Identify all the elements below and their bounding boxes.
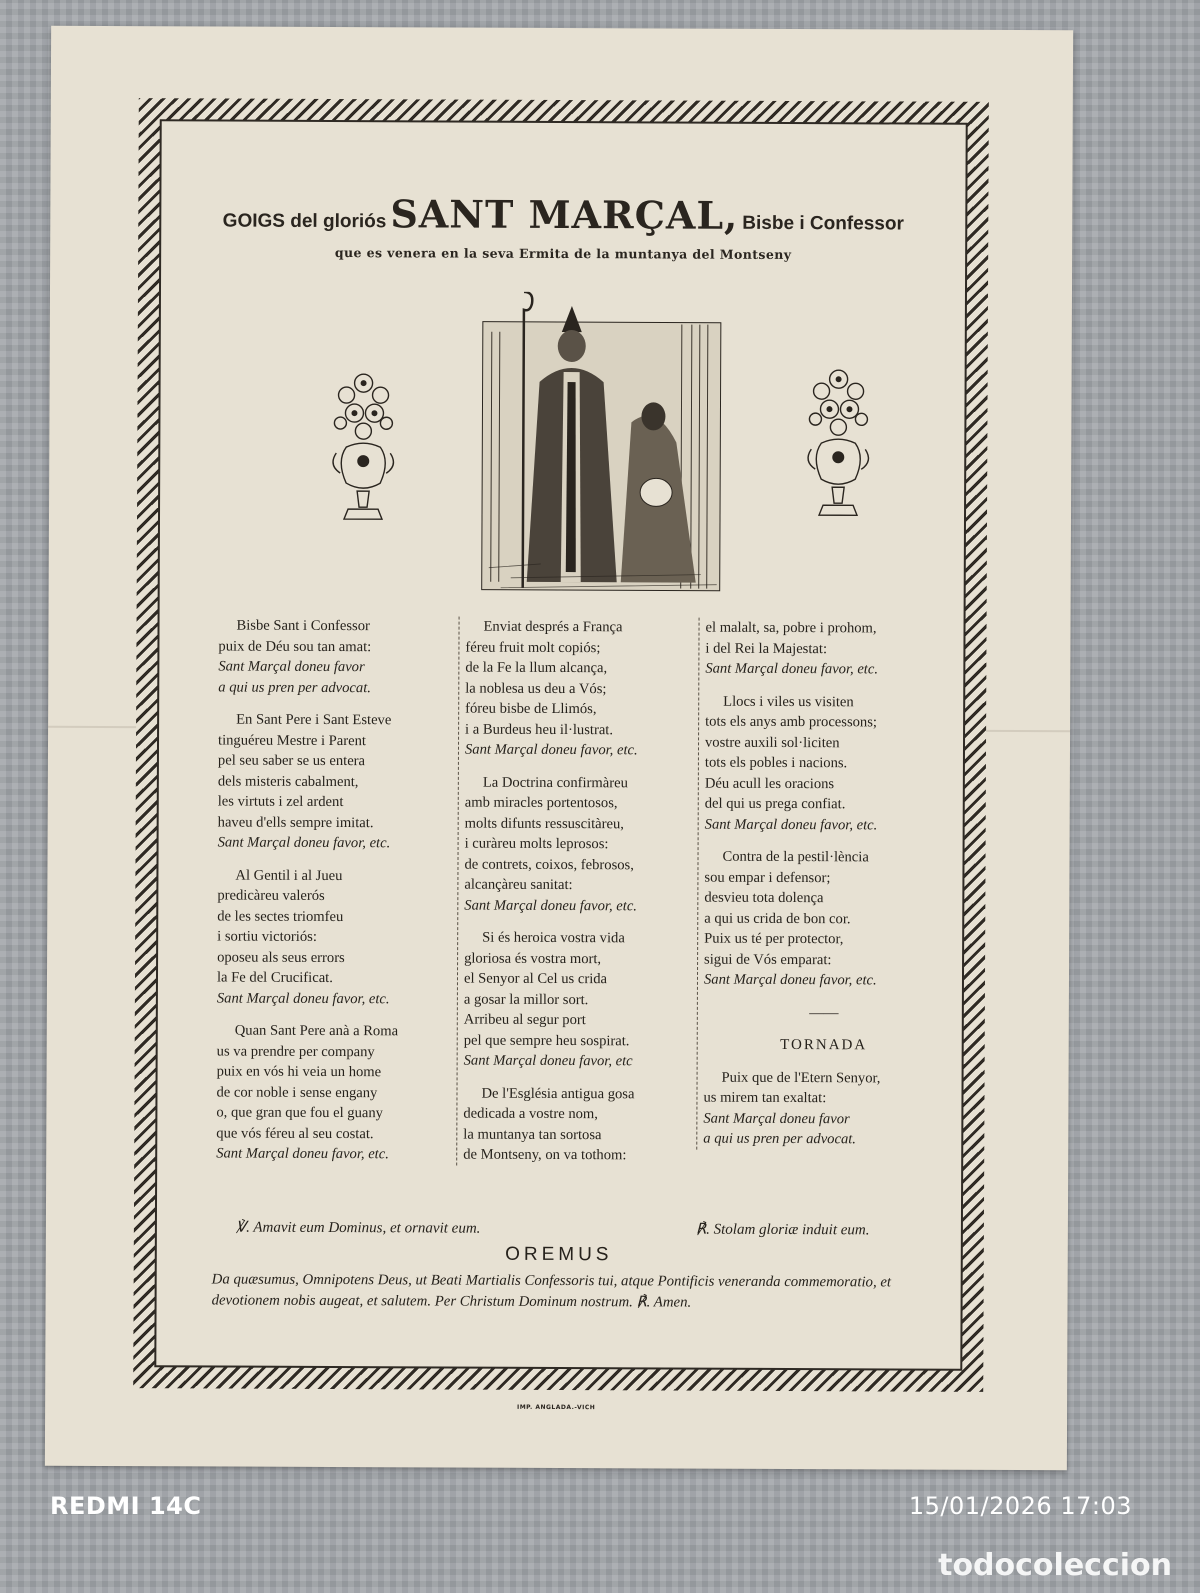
site-watermark: todocoleccion <box>938 1548 1172 1583</box>
verse-line: Sant Marçal doneu favor, etc. <box>705 660 879 678</box>
verse-line: predicàreu valerós <box>217 887 325 904</box>
camera-watermark-device: REDMI 14C <box>50 1492 202 1520</box>
verse-line: us mirem tan exaltat: <box>703 1089 827 1107</box>
verse-line: Bisbe Sant i Confessor <box>236 617 370 635</box>
verse-line: a gosar la millor sort. <box>463 991 589 1008</box>
title-prefix: GOIGS del gloriós <box>222 210 387 233</box>
prayer-text: Da quæsumus, Omnipotens Deus, ut Beati Martialis Confessoris tui, atque Pontificis veneranda commemoratio, et devotionem nobis augeat, et salutem. Per Christum Dominum nostrum. ℟. Amen. <box>211 1271 892 1311</box>
verse-line: la noblesa us deu a Vós; <box>465 680 607 697</box>
verse-line: de contrets, coixos, febrosos, <box>464 856 634 873</box>
stanza-gap <box>218 698 448 711</box>
verse-column-1 <box>216 616 448 1165</box>
stanza-gap <box>464 1071 698 1084</box>
verse-line: Contra de la pestil·lència <box>722 848 869 866</box>
verse-line: Sant Marçal doneu favor, etc <box>463 1052 633 1070</box>
verse-line: desvieu tota dolença <box>704 889 824 907</box>
verse-line: Enviat després a França <box>483 618 623 636</box>
verse-line: En Sant Pere i Sant Esteve <box>236 711 392 729</box>
verse-line: tots els anys amb processons; <box>705 713 878 731</box>
versicle-v: ℣. Amavit eum Dominus, et ornavit eum. <box>235 1219 481 1237</box>
verse-line: haveu d'ells sempre imitat. <box>217 814 374 831</box>
flower-vase-left <box>324 361 403 533</box>
versicle <box>236 1218 902 1240</box>
verse-line: tots els pobles i nacions. <box>704 754 848 772</box>
verse-line: Puix us té per protector, <box>704 930 844 948</box>
verse-line: Sant Marçal doneu favor, etc. <box>704 816 878 833</box>
verse-line: Sant Marçal doneu favor, etc. <box>464 897 638 914</box>
verse-line: del qui us prega confiat. <box>704 795 846 813</box>
stanza-gap <box>704 1055 944 1068</box>
title-suffix: Bisbe i Confessor <box>742 212 904 235</box>
stanza-gap <box>704 1023 944 1036</box>
verse-line: a qui us pren per advocat. <box>703 1130 857 1148</box>
verse-line: vostre auxili sol·liciten <box>704 734 840 751</box>
verse-line: —— <box>809 1004 839 1021</box>
title <box>160 190 966 239</box>
verse-line: Sant Marçal doneu favor, etc. <box>464 741 638 759</box>
title-main: SANT MARÇAL, <box>390 191 739 238</box>
verse-line: Sant Marçal doneu favor <box>703 1110 850 1127</box>
verse-line: puix en vós hi veia un home <box>216 1063 382 1081</box>
verse-line: de cor noble i sense engany <box>216 1084 378 1101</box>
oremus-heading: OREMUS <box>505 1243 613 1266</box>
verse-line: La Doctrina confirmàreu <box>482 774 628 791</box>
verse-line: us va prendre per company <box>216 1043 375 1060</box>
verse-line: i del Rei la Majestat: <box>705 640 828 657</box>
ornamental-border <box>133 98 989 1392</box>
versicle-r: ℟. Stolam gloriæ induit eum. <box>695 1221 870 1239</box>
verse-line: a qui us pren per advocat. <box>218 679 371 696</box>
verse-line: la Fe del Crucificat. <box>216 969 333 987</box>
verse-line: Llocs i viles us visiten <box>723 693 854 710</box>
verse-line: Si és heroica vostra vida <box>482 929 625 947</box>
verse-line: i a Burdeus heu il·lustrat. <box>465 721 614 738</box>
verse-line: Puix que de l'Etern Senyor, <box>721 1069 881 1086</box>
verse-line: dedicada a vostre nom, <box>463 1105 598 1123</box>
verse-line: dels misteris cabalment, <box>217 773 359 790</box>
verse-line: Sant Marçal doneu favor, etc. <box>703 971 877 989</box>
camera-watermark-datetime: 15/01/2026 17:03 <box>908 1492 1132 1520</box>
stanza-gap <box>705 835 945 848</box>
verse-line: de Montseny, on va tothom: <box>463 1146 627 1164</box>
verse-line: el Senyor al Cel us crida <box>463 970 608 988</box>
verse-line: molts difunts ressuscitàreu, <box>464 815 625 832</box>
verse-line: pel que sempre heu sospirat. <box>463 1032 630 1049</box>
verse-line: Sant Marçal doneu favor, etc. <box>217 834 391 852</box>
stanza-gap <box>217 853 447 866</box>
verse-line: tinguéreu Mestre i Parent <box>217 732 366 749</box>
verse-line: alcançàreu sanitat: <box>464 876 573 894</box>
verse-line: pel seu saber se us entera <box>217 752 366 770</box>
verse-line: les virtuts i zel ardent <box>217 793 344 811</box>
verse-line: el malalt, sa, pobre i prohom, <box>705 619 877 637</box>
printer-imprint: IMP. ANGLADA.-VICH <box>516 1403 596 1412</box>
verse-line: Sant Marçal doneu favor, etc. <box>216 1145 389 1163</box>
verse-column-2 <box>456 617 699 1167</box>
verse-line: oposeu als seus errors <box>217 949 345 966</box>
stanza-gap <box>705 679 945 692</box>
verse-line: puix de Déu sou tan amat: <box>218 638 372 655</box>
verse-line: Déu acull les oracions <box>704 775 835 792</box>
verse-column-3 <box>696 618 945 1151</box>
verse-line: sigui de Vós emparat: <box>704 951 832 968</box>
stanza-gap <box>465 760 699 773</box>
verse-line: o, que gran que fou el guany <box>216 1104 384 1122</box>
subtitle: que es venera en la seva Ermita de la muntanya del Montseny <box>334 245 792 263</box>
stanza-gap <box>704 990 944 1003</box>
flower-vase-right <box>799 357 878 529</box>
verse-line: TORNADA <box>780 1036 868 1054</box>
verse-line: i curàreu molts leprosos: <box>464 835 609 853</box>
verse-line: de les sectes triomfeu <box>217 908 344 925</box>
stanza-gap <box>464 916 698 929</box>
verse-line: de la Fe la llum alcança, <box>465 659 608 677</box>
goigs-sheet <box>45 26 1073 1470</box>
verse-line: gloriosa és vostra mort, <box>464 950 602 967</box>
verse-line: la muntanya tan sortosa <box>463 1126 602 1143</box>
verse-line: Quan Sant Pere anà a Roma <box>234 1022 399 1040</box>
verse-line: amb miracles portentosos, <box>464 794 618 812</box>
stanza-gap <box>217 1009 447 1022</box>
verse-line: Sant Marçal doneu favor <box>218 658 365 676</box>
verse-line: a qui us crida de bon cor. <box>704 910 851 927</box>
verse-line: i sortiu victoriós: <box>217 928 317 945</box>
verse-line: féreu fruit molt copiós; <box>465 639 601 656</box>
verse-line: Arribeu al segur port <box>463 1011 586 1029</box>
border-inner <box>155 120 966 1370</box>
verse-line: fóreu bisbe de Llimós, <box>465 700 597 718</box>
saint-engraving <box>481 292 722 593</box>
verse-line: De l'Església antigua gosa <box>481 1085 635 1102</box>
verse-line: que vós féreu al seu costat. <box>216 1125 374 1142</box>
verse-line: sou empar i defensor; <box>704 869 831 886</box>
verse-line: Al Gentil i al Jueu <box>235 867 343 884</box>
verse-line: Sant Marçal doneu favor, etc. <box>216 990 390 1007</box>
